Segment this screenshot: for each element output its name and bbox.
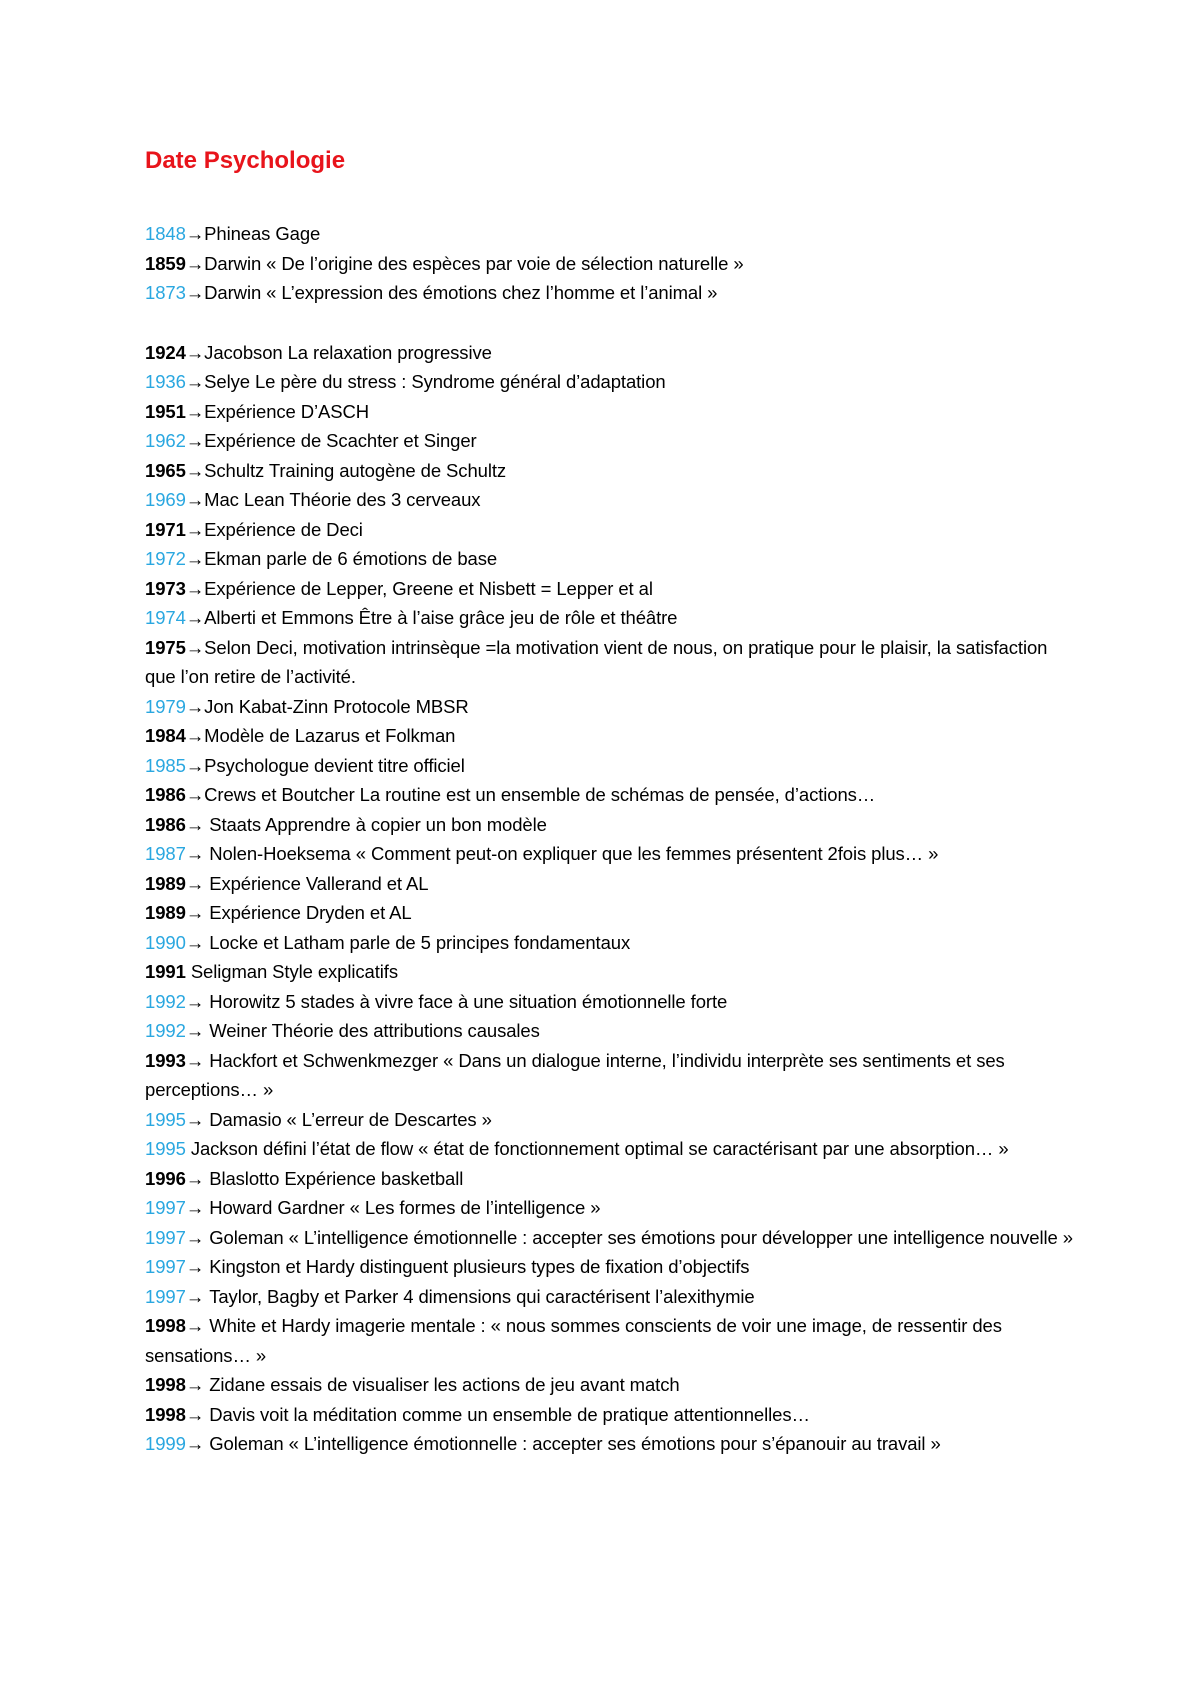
entry-text: Seligman Style explicatifs bbox=[190, 961, 398, 982]
entry-text: Goleman « L’intelligence émotionnelle : accepter ses émotions pour s’épanouir au travail » bbox=[209, 1433, 941, 1454]
timeline-entry bbox=[145, 780, 1075, 810]
arrow-icon: → bbox=[185, 931, 210, 953]
entry-text: Expérience Dryden et AL bbox=[209, 902, 412, 923]
arrow-icon: → bbox=[185, 518, 205, 540]
entry-text: Davis voit la méditation comme un ensemble de pratique attentionnelles… bbox=[209, 1403, 810, 1425]
arrow-icon: → bbox=[185, 990, 210, 1012]
entry-text: White et Hardy imagerie mentale : « nous sommes conscients de voir une image, de ressentir des sensations… » bbox=[145, 1315, 1002, 1366]
entry-text: Goleman « L’intelligence émotionnelle : accepter ses émotions pour développer une intelligence nouvelle » bbox=[209, 1226, 1073, 1248]
timeline-entry bbox=[145, 456, 1075, 486]
timeline-entry bbox=[145, 1223, 1075, 1253]
timeline-entry bbox=[145, 898, 1075, 928]
entry-year: 1995 bbox=[145, 1138, 186, 1159]
timeline-entry bbox=[145, 721, 1075, 751]
entry-year: 1995 bbox=[145, 1108, 186, 1130]
timeline-entry bbox=[145, 574, 1075, 604]
entry-year: 1951 bbox=[145, 400, 186, 422]
entry-year: 1936 bbox=[145, 371, 186, 392]
entry-text: Locke et Latham parle de 5 principes fondamentaux bbox=[209, 931, 631, 953]
timeline-entry bbox=[145, 633, 1075, 692]
entry-text: Weiner Théorie des attributions causales bbox=[209, 1020, 540, 1041]
timeline-entry bbox=[145, 515, 1075, 545]
arrow-icon: → bbox=[185, 636, 205, 658]
timeline-entry bbox=[145, 219, 1075, 249]
timeline-entry bbox=[145, 603, 1075, 633]
entry-year: 1992 bbox=[145, 1020, 186, 1041]
timeline-entry bbox=[145, 1105, 1075, 1135]
entry-text: Expérience de Lepper, Greene et Nisbett = Lepper et al bbox=[204, 577, 653, 599]
arrow-icon: → bbox=[185, 607, 205, 628]
entry-text: Psychologue devient titre officiel bbox=[204, 754, 465, 776]
arrow-icon: → bbox=[185, 813, 210, 835]
entry-text: Blaslotto Expérience basketball bbox=[209, 1167, 464, 1189]
entry-text: Nolen-Hoeksema « Comment peut-on expliquer que les femmes présentent 2fois plus… » bbox=[209, 843, 939, 864]
entry-year: 1989 bbox=[145, 902, 186, 923]
entry-text: Zidane essais de visualiser les actions de jeu avant match bbox=[209, 1374, 680, 1395]
entry-text: Hackfort et Schwenkmezger « Dans un dialogue interne, l’individu interprète ses sentiments et ses perceptions… » bbox=[145, 1049, 1005, 1100]
entry-year: 1987 bbox=[145, 843, 186, 864]
entry-year: 1962 bbox=[145, 430, 186, 451]
entry-year: 1991 bbox=[145, 961, 186, 982]
page-title: Date Psychologie bbox=[145, 147, 346, 174]
arrow-icon: → bbox=[185, 1167, 210, 1189]
arrow-icon: → bbox=[185, 223, 205, 244]
arrow-icon: → bbox=[185, 695, 205, 717]
timeline-entry bbox=[145, 426, 1075, 456]
entry-year: 1998 bbox=[145, 1315, 186, 1336]
arrow-icon: → bbox=[185, 784, 205, 805]
timeline-entry bbox=[145, 367, 1075, 397]
timeline-entry bbox=[145, 751, 1075, 781]
entry-text: Selon Deci, motivation intrinsèque =la motivation vient de nous, on pratique pour le plaisir, la satisfaction que l’on retire de l’activité. bbox=[145, 636, 1048, 687]
timeline-entry bbox=[145, 397, 1075, 427]
arrow-icon: → bbox=[185, 1374, 210, 1395]
timeline-entry bbox=[145, 1311, 1075, 1370]
timeline-entry bbox=[145, 957, 1075, 987]
arrow-icon: → bbox=[185, 754, 205, 776]
entry-text: Jacobson La relaxation progressive bbox=[204, 341, 492, 363]
entry-year: 1998 bbox=[145, 1374, 186, 1395]
entry-year: 1999 bbox=[145, 1433, 186, 1454]
timeline-entry bbox=[145, 1400, 1075, 1430]
timeline-entry bbox=[145, 278, 1075, 308]
entry-year: 1992 bbox=[145, 990, 186, 1012]
entry-text: Crews et Boutcher La routine est un ensemble de schémas de pensée, d’actions… bbox=[204, 784, 876, 805]
entry-text: Modèle de Lazarus et Folkman bbox=[204, 725, 456, 746]
entry-text: Damasio « L’erreur de Descartes » bbox=[209, 1108, 492, 1130]
entry-text: Jackson défini l’état de flow « état de fonctionnement optimal se caractérisant par une absorption… » bbox=[190, 1138, 1009, 1159]
entry-year: 1986 bbox=[145, 813, 186, 835]
entry-year: 1973 bbox=[145, 577, 186, 599]
entry-text: Howard Gardner « Les formes de l’intelligence » bbox=[209, 1197, 601, 1218]
entry-year: 1971 bbox=[145, 518, 186, 540]
arrow-icon: → bbox=[185, 1020, 210, 1041]
entry-year: 1859 bbox=[145, 252, 186, 274]
arrow-icon: → bbox=[185, 1285, 210, 1307]
entry-text: Taylor, Bagby et Parker 4 dimensions qui caractérisent l’alexithymie bbox=[209, 1285, 755, 1307]
entry-text: Expérience Vallerand et AL bbox=[209, 872, 429, 894]
arrow-icon: → bbox=[185, 872, 210, 894]
timeline-entry bbox=[145, 810, 1075, 840]
arrow-icon: → bbox=[185, 371, 205, 392]
timeline-list bbox=[145, 219, 1075, 1459]
entry-year: 1997 bbox=[145, 1285, 186, 1307]
entry-year: 1969 bbox=[145, 489, 186, 510]
arrow-icon: → bbox=[185, 430, 205, 451]
entry-year: 1974 bbox=[145, 607, 186, 628]
arrow-icon: → bbox=[185, 548, 205, 569]
timeline-entry bbox=[145, 1193, 1075, 1223]
arrow-icon: → bbox=[185, 1049, 210, 1071]
timeline-entry bbox=[145, 839, 1075, 869]
entry-text: Selye Le père du stress : Syndrome général d’adaptation bbox=[204, 371, 666, 392]
arrow-icon: → bbox=[185, 459, 205, 481]
arrow-icon: → bbox=[185, 1226, 210, 1248]
timeline-entry bbox=[145, 1282, 1075, 1312]
timeline-entry bbox=[145, 1429, 1075, 1459]
entry-text: Darwin « De l’origine des espèces par voie de sélection naturelle » bbox=[204, 252, 744, 274]
arrow-icon: → bbox=[185, 489, 205, 510]
entry-text: Kingston et Hardy distinguent plusieurs types de fixation d’objectifs bbox=[209, 1256, 750, 1277]
entry-text: Schultz Training autogène de Schultz bbox=[204, 459, 507, 481]
entry-year: 1993 bbox=[145, 1049, 186, 1071]
entry-year: 1998 bbox=[145, 1403, 186, 1425]
entry-year: 1986 bbox=[145, 784, 186, 805]
arrow-icon: → bbox=[185, 1108, 210, 1130]
entry-year: 1979 bbox=[145, 695, 186, 717]
arrow-icon: → bbox=[185, 1433, 210, 1454]
entry-text: Ekman parle de 6 émotions de base bbox=[204, 548, 498, 569]
timeline-entry bbox=[145, 1046, 1075, 1105]
timeline-entry bbox=[145, 1016, 1075, 1046]
entry-year: 1965 bbox=[145, 459, 186, 481]
timeline-entry bbox=[145, 249, 1075, 279]
entry-text: Horowitz 5 stades à vivre face à une situation émotionnelle forte bbox=[209, 990, 728, 1012]
entry-year: 1972 bbox=[145, 548, 186, 569]
arrow-icon: → bbox=[185, 341, 205, 363]
entry-text: Expérience de Scachter et Singer bbox=[204, 430, 477, 451]
entry-text: Phineas Gage bbox=[204, 223, 321, 244]
entry-year: 1989 bbox=[145, 872, 186, 894]
entry-text: Expérience de Deci bbox=[204, 518, 363, 540]
entry-year: 1848 bbox=[145, 223, 186, 244]
entry-text: Staats Apprendre à copier un bon modèle bbox=[209, 813, 547, 835]
arrow-icon: → bbox=[185, 725, 205, 746]
entry-year: 1997 bbox=[145, 1226, 186, 1248]
arrow-icon: → bbox=[185, 1256, 210, 1277]
timeline-entry bbox=[145, 544, 1075, 574]
timeline-entry bbox=[145, 987, 1075, 1017]
timeline-entry bbox=[145, 1370, 1075, 1400]
arrow-icon: → bbox=[185, 1403, 210, 1425]
timeline-entry bbox=[145, 928, 1075, 958]
timeline-entry bbox=[145, 338, 1075, 368]
entry-year: 1996 bbox=[145, 1167, 186, 1189]
entry-year: 1997 bbox=[145, 1197, 186, 1218]
arrow-icon: → bbox=[185, 282, 205, 303]
entry-year: 1984 bbox=[145, 725, 186, 746]
timeline-entry bbox=[145, 692, 1075, 722]
entry-year: 1990 bbox=[145, 931, 186, 953]
entry-text: Alberti et Emmons Être à l’aise grâce jeu de rôle et théâtre bbox=[204, 607, 678, 628]
entry-text: Jon Kabat-Zinn Protocole MBSR bbox=[204, 695, 469, 717]
timeline-entry bbox=[145, 869, 1075, 899]
arrow-icon: → bbox=[185, 577, 205, 599]
timeline-entry bbox=[145, 1134, 1075, 1164]
entry-text: Darwin « L’expression des émotions chez l’homme et l’animal » bbox=[204, 282, 718, 303]
entry-year: 1975 bbox=[145, 636, 186, 658]
timeline-entry bbox=[145, 1164, 1075, 1194]
timeline-entry bbox=[145, 1252, 1075, 1282]
timeline-entry bbox=[145, 485, 1075, 515]
entry-year: 1997 bbox=[145, 1256, 186, 1277]
entry-year: 1924 bbox=[145, 341, 186, 363]
arrow-icon: → bbox=[185, 1315, 210, 1336]
arrow-icon: → bbox=[185, 1197, 210, 1218]
arrow-icon: → bbox=[185, 400, 205, 422]
arrow-icon: → bbox=[185, 252, 205, 274]
arrow-icon: → bbox=[185, 902, 210, 923]
entry-year: 1985 bbox=[145, 754, 186, 776]
entry-text: Expérience D’ASCH bbox=[204, 400, 370, 422]
arrow-icon: → bbox=[185, 843, 210, 864]
entry-text: Mac Lean Théorie des 3 cerveaux bbox=[204, 489, 481, 510]
entry-year: 1873 bbox=[145, 282, 186, 303]
